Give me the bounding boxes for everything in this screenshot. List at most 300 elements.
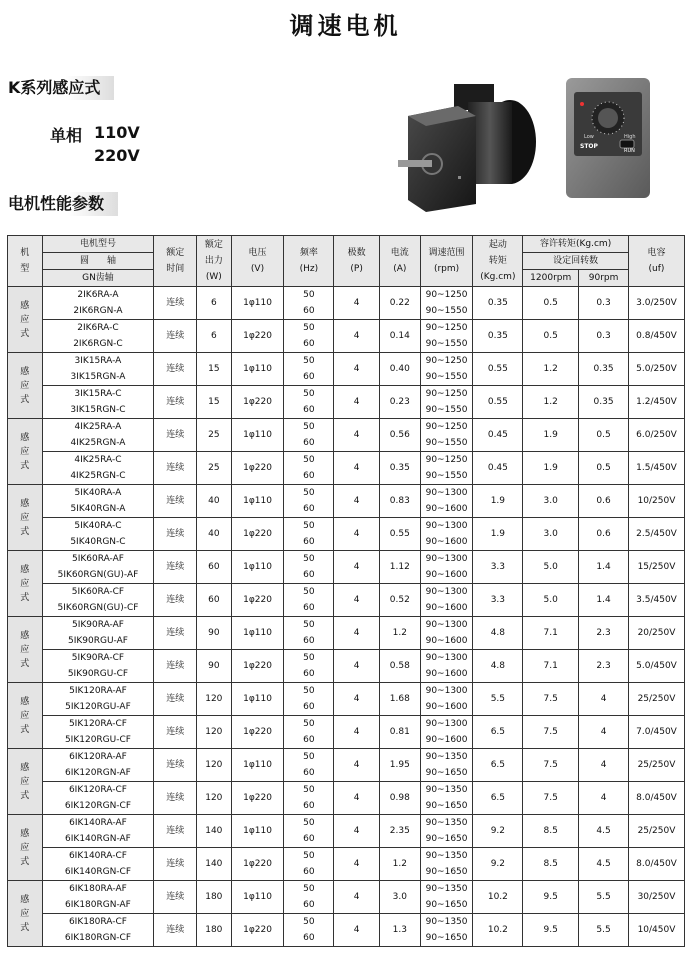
voltage-cell: 1φ110: [231, 815, 284, 848]
frequency-cell: 50 60: [284, 782, 334, 815]
phase-label: 单相: [50, 126, 83, 145]
torque-1200rpm-cell: 7.5: [523, 782, 579, 815]
model-cell: [42, 584, 154, 617]
table-row: [8, 419, 685, 452]
capacitor-cell: 20/250V: [628, 617, 684, 650]
table-body: [8, 287, 685, 947]
table-row: [8, 518, 685, 551]
current-cell: 0.35: [379, 452, 420, 485]
voltage-cell: 1φ110: [231, 419, 284, 452]
current-cell: 0.81: [379, 716, 420, 749]
model-cell: [42, 287, 154, 320]
rated-time-cell: 连续: [154, 320, 197, 353]
capacitor-cell: 1.5/450V: [628, 452, 684, 485]
voltage-cell: 1φ110: [231, 551, 284, 584]
capacitor-cell: 7.0/450V: [628, 716, 684, 749]
capacitor-cell: 15/250V: [628, 551, 684, 584]
voltage-cell: 1φ220: [231, 584, 284, 617]
model-cell: [42, 320, 154, 353]
frequency-cell: 50 60: [284, 881, 334, 914]
capacitor-cell: 10/450V: [628, 914, 684, 947]
model-round-shaft: 4IK25RA-C: [74, 455, 122, 465]
capacitor-cell: 8.0/450V: [628, 782, 684, 815]
rated-output-cell: 15: [197, 353, 232, 386]
speed-range-cell: 90~1250 90~1550: [420, 419, 473, 452]
model-gear-shaft: 5IK120RGU-AF: [65, 702, 131, 712]
frequency-cell: 50 60: [284, 749, 334, 782]
table-row: [8, 848, 685, 881]
torque-90rpm-cell: 0.5: [579, 452, 629, 485]
rated-time-cell: 连续: [154, 287, 197, 320]
torque-90rpm-cell: 4: [579, 683, 629, 716]
capacitor-cell: 25/250V: [628, 815, 684, 848]
rated-output-cell: 60: [197, 584, 232, 617]
capacitor-cell: 1.2/450V: [628, 386, 684, 419]
start-torque-cell: 1.9: [473, 485, 523, 518]
model-gear-shaft: 4IK25RGN-C: [70, 471, 126, 481]
rated-time-cell: 连续: [154, 716, 197, 749]
rated-output-cell: 40: [197, 485, 232, 518]
category-cell: 感 应 式: [8, 551, 43, 617]
voltage-cell: 1φ110: [231, 881, 284, 914]
col-shaft-gear: GN齿轴: [42, 270, 154, 287]
voltage-cell: 1φ110: [231, 617, 284, 650]
frequency-cell: 50 60: [284, 848, 334, 881]
model-round-shaft: 6IK180RA-AF: [69, 884, 127, 894]
model-cell: [42, 617, 154, 650]
speed-range-cell: 90~1300 90~1600: [420, 716, 473, 749]
page-title: 调速电机: [289, 12, 402, 40]
frequency-cell: 50 60: [284, 518, 334, 551]
rated-time-cell: 连续: [154, 386, 197, 419]
current-cell: 1.2: [379, 848, 420, 881]
model-round-shaft: 5IK40RA-A: [74, 488, 122, 498]
current-cell: 3.0: [379, 881, 420, 914]
speed-range-cell: 90~1350 90~1650: [420, 881, 473, 914]
start-torque-cell: 0.35: [473, 320, 523, 353]
rated-time-cell: 连续: [154, 914, 197, 947]
capacitor-cell: 2.5/450V: [628, 518, 684, 551]
rated-output-cell: 25: [197, 452, 232, 485]
start-torque-cell: 9.2: [473, 848, 523, 881]
poles-cell: 4: [334, 914, 380, 947]
model-cell: [42, 848, 154, 881]
model-cell: [42, 650, 154, 683]
rated-time-cell: 连续: [154, 353, 197, 386]
table-row: [8, 815, 685, 848]
poles-cell: 4: [334, 584, 380, 617]
model-gear-shaft: 6IK180RGN-CF: [64, 933, 132, 943]
voltage-220: 220V: [94, 146, 140, 165]
torque-1200rpm-cell: 7.5: [523, 749, 579, 782]
category-cell: 感 应 式: [8, 881, 43, 947]
torque-90rpm-cell: 4.5: [579, 848, 629, 881]
model-gear-shaft: 6IK120RGN-AF: [65, 768, 131, 778]
model-round-shaft: 5IK120RA-AF: [69, 686, 127, 696]
capacitor-cell: 5.0/250V: [628, 353, 684, 386]
start-torque-cell: 0.45: [473, 452, 523, 485]
rated-output-cell: 90: [197, 650, 232, 683]
model-round-shaft: 5IK60RA-AF: [71, 554, 124, 564]
frequency-cell: 50 60: [284, 914, 334, 947]
model-cell: [42, 452, 154, 485]
start-torque-cell: 6.5: [473, 782, 523, 815]
start-torque-cell: 0.55: [473, 386, 523, 419]
start-torque-cell: 6.5: [473, 716, 523, 749]
current-cell: 1.95: [379, 749, 420, 782]
rated-output-cell: 25: [197, 419, 232, 452]
torque-1200rpm-cell: 8.5: [523, 848, 579, 881]
poles-cell: 4: [334, 848, 380, 881]
frequency-cell: 50 60: [284, 617, 334, 650]
category-cell: 感 应 式: [8, 749, 43, 815]
torque-1200rpm-cell: 9.5: [523, 881, 579, 914]
table-row: [8, 617, 685, 650]
current-cell: 0.55: [379, 518, 420, 551]
speed-range-cell: 90~1300 90~1600: [420, 584, 473, 617]
model-round-shaft: 5IK90RA-CF: [71, 653, 125, 663]
frequency-cell: 50 60: [284, 815, 334, 848]
model-gear-shaft: 3IK15RGN-C: [70, 405, 126, 415]
current-cell: 0.14: [379, 320, 420, 353]
model-gear-shaft: 6IK140RGN-AF: [65, 834, 131, 844]
model-cell: [42, 749, 154, 782]
torque-1200rpm-cell: 1.2: [523, 386, 579, 419]
category-cell: 感 应 式: [8, 419, 43, 485]
start-torque-cell: 0.45: [473, 419, 523, 452]
col-frequency: 频率 (Hz): [284, 236, 334, 287]
capacitor-cell: 0.8/450V: [628, 320, 684, 353]
frequency-cell: 50 60: [284, 716, 334, 749]
torque-90rpm-cell: 1.4: [579, 551, 629, 584]
speed-controller-photo: [566, 78, 650, 198]
rated-output-cell: 120: [197, 782, 232, 815]
col-model: 电机型号: [42, 236, 154, 253]
frequency-cell: 50 60: [284, 419, 334, 452]
torque-1200rpm-cell: 7.5: [523, 683, 579, 716]
torque-90rpm-cell: 0.3: [579, 287, 629, 320]
poles-cell: 4: [334, 353, 380, 386]
model-round-shaft: 5IK60RA-CF: [71, 587, 125, 597]
voltage-cell: 1φ110: [231, 287, 284, 320]
torque-1200rpm-cell: 9.5: [523, 914, 579, 947]
poles-cell: 4: [334, 782, 380, 815]
col-shaft-round: 圆 轴: [42, 253, 154, 270]
current-cell: 0.58: [379, 650, 420, 683]
rated-time-cell: 连续: [154, 485, 197, 518]
current-cell: 1.12: [379, 551, 420, 584]
voltage-cell: 1φ220: [231, 782, 284, 815]
poles-cell: 4: [334, 320, 380, 353]
model-cell: [42, 716, 154, 749]
rated-time-cell: 连续: [154, 650, 197, 683]
torque-90rpm-cell: 5.5: [579, 881, 629, 914]
model-gear-shaft: 2IK6RGN-A: [73, 306, 123, 316]
current-cell: 0.40: [379, 353, 420, 386]
model-gear-shaft: 5IK120RGU-CF: [64, 735, 131, 745]
col-type: 机 型: [8, 236, 43, 287]
motor-spec-table: [7, 235, 685, 947]
torque-1200rpm-cell: 7.1: [523, 617, 579, 650]
model-round-shaft: 5IK40RA-C: [74, 521, 122, 531]
voltage-cell: 1φ110: [231, 683, 284, 716]
capacitor-cell: 5.0/450V: [628, 650, 684, 683]
rated-time-cell: 连续: [154, 452, 197, 485]
start-torque-cell: 0.35: [473, 287, 523, 320]
voltage-cell: 1φ110: [231, 749, 284, 782]
model-round-shaft: 3IK15RA-A: [74, 356, 122, 366]
model-round-shaft: 3IK15RA-C: [74, 389, 122, 399]
frequency-cell: 50 60: [284, 584, 334, 617]
capacitor-cell: 3.0/250V: [628, 287, 684, 320]
table-row: [8, 650, 685, 683]
frequency-cell: 50 60: [284, 452, 334, 485]
poles-cell: 4: [334, 518, 380, 551]
speed-range-cell: 90~1350 90~1650: [420, 749, 473, 782]
torque-1200rpm-cell: 1.9: [523, 452, 579, 485]
current-cell: 0.83: [379, 485, 420, 518]
rated-time-cell: 连续: [154, 749, 197, 782]
torque-1200rpm-cell: 7.5: [523, 716, 579, 749]
voltage-cell: 1φ220: [231, 452, 284, 485]
torque-90rpm-cell: 0.35: [579, 386, 629, 419]
col-capacitor: 电容 (uf): [628, 236, 684, 287]
model-gear-shaft: 5IK60RGN(GU)-CF: [57, 603, 139, 613]
speed-range-cell: 90~1300 90~1600: [420, 485, 473, 518]
capacitor-cell: 30/250V: [628, 881, 684, 914]
col-time: 额定 时间: [154, 236, 197, 287]
rated-output-cell: 120: [197, 716, 232, 749]
speed-range-cell: 90~1350 90~1650: [420, 914, 473, 947]
model-gear-shaft: 5IK40RGN-A: [70, 504, 126, 514]
model-cell: [42, 782, 154, 815]
voltage-cell: 1φ220: [231, 518, 284, 551]
speed-range-cell: 90~1250 90~1550: [420, 287, 473, 320]
speed-range-cell: 90~1250 90~1550: [420, 320, 473, 353]
model-gear-shaft: 5IK90RGU-AF: [67, 636, 128, 646]
voltage-cell: 1φ220: [231, 914, 284, 947]
speed-range-cell: 90~1250 90~1550: [420, 353, 473, 386]
current-cell: 2.35: [379, 815, 420, 848]
voltage-cell: 1φ110: [231, 485, 284, 518]
model-gear-shaft: 5IK40RGN-C: [70, 537, 126, 547]
motor-photo: [398, 76, 548, 212]
rated-output-cell: 120: [197, 683, 232, 716]
poles-cell: 4: [334, 551, 380, 584]
rated-time-cell: 连续: [154, 881, 197, 914]
rated-output-cell: 40: [197, 518, 232, 551]
table-row: [8, 716, 685, 749]
start-torque-cell: 6.5: [473, 749, 523, 782]
start-torque-cell: 4.8: [473, 650, 523, 683]
rated-time-cell: 连续: [154, 617, 197, 650]
frequency-cell: 50 60: [284, 650, 334, 683]
table-row: [8, 881, 685, 914]
voltage-110: 110V: [94, 123, 140, 142]
model-cell: [42, 551, 154, 584]
poles-cell: 4: [334, 881, 380, 914]
torque-90rpm-cell: 4: [579, 782, 629, 815]
torque-90rpm-cell: 4: [579, 716, 629, 749]
speed-range-cell: 90~1300 90~1600: [420, 683, 473, 716]
col-start-torque: 起动 转矩 (Kg.cm): [473, 236, 523, 287]
start-torque-cell: 10.2: [473, 881, 523, 914]
table-row: [8, 386, 685, 419]
voltage-cell: 1φ110: [231, 353, 284, 386]
category-cell: 感 应 式: [8, 287, 43, 353]
model-cell: [42, 914, 154, 947]
current-cell: 0.56: [379, 419, 420, 452]
model-round-shaft: 6IK140RA-AF: [69, 818, 127, 828]
speed-range-cell: 90~1300 90~1600: [420, 518, 473, 551]
torque-1200rpm-cell: 5.0: [523, 584, 579, 617]
model-round-shaft: 4IK25RA-A: [74, 422, 122, 432]
col-90rpm: 90rpm: [579, 270, 629, 287]
series-heading: K系列感应式: [6, 76, 114, 100]
col-1200rpm: 1200rpm: [523, 270, 579, 287]
category-cell: 感 应 式: [8, 353, 43, 419]
torque-1200rpm-cell: 0.5: [523, 287, 579, 320]
col-allow-torque: 容许转矩(Kg.cm): [523, 236, 629, 253]
category-cell: 感 应 式: [8, 617, 43, 683]
model-gear-shaft: 6IK180RGN-AF: [65, 900, 131, 910]
torque-90rpm-cell: 1.4: [579, 584, 629, 617]
torque-90rpm-cell: 2.3: [579, 617, 629, 650]
rated-time-cell: 连续: [154, 584, 197, 617]
model-gear-shaft: 2IK6RGN-C: [73, 339, 123, 349]
rated-output-cell: 140: [197, 815, 232, 848]
model-cell: [42, 386, 154, 419]
voltage-cell: 1φ220: [231, 716, 284, 749]
table-row: [8, 584, 685, 617]
capacitor-cell: 25/250V: [628, 683, 684, 716]
poles-cell: 4: [334, 386, 380, 419]
speed-range-cell: 90~1250 90~1550: [420, 452, 473, 485]
poles-cell: 4: [334, 287, 380, 320]
torque-90rpm-cell: 2.3: [579, 650, 629, 683]
table-row: [8, 320, 685, 353]
start-torque-cell: 3.3: [473, 584, 523, 617]
table-row: [8, 485, 685, 518]
current-cell: 1.2: [379, 617, 420, 650]
torque-90rpm-cell: 0.35: [579, 353, 629, 386]
voltage-cell: 1φ220: [231, 848, 284, 881]
model-round-shaft: 5IK90RA-AF: [71, 620, 124, 630]
voltage-cell: 1φ220: [231, 320, 284, 353]
category-cell: 感 应 式: [8, 485, 43, 551]
rated-output-cell: 90: [197, 617, 232, 650]
model-round-shaft: 6IK120RA-AF: [69, 752, 127, 762]
model-gear-shaft: 4IK25RGN-A: [70, 438, 126, 448]
model-round-shaft: 6IK120RA-CF: [68, 785, 127, 795]
table-header: [8, 236, 685, 287]
frequency-cell: 50 60: [284, 386, 334, 419]
model-cell: [42, 881, 154, 914]
model-round-shaft: 6IK180RA-CF: [68, 917, 127, 927]
table-row: [8, 782, 685, 815]
model-round-shaft: 5IK120RA-CF: [68, 719, 127, 729]
model-gear-shaft: 3IK15RGN-A: [70, 372, 126, 382]
model-cell: [42, 518, 154, 551]
col-power: 额定 出力 (W): [197, 236, 232, 287]
start-torque-cell: 0.55: [473, 353, 523, 386]
model-cell: [42, 485, 154, 518]
controller-stop-label: STOP: [580, 143, 598, 150]
poles-cell: 4: [334, 650, 380, 683]
torque-1200rpm-cell: 5.0: [523, 551, 579, 584]
rated-output-cell: 180: [197, 914, 232, 947]
frequency-cell: 50 60: [284, 683, 334, 716]
voltage-cell: 1φ220: [231, 650, 284, 683]
col-current: 电流 (A): [379, 236, 420, 287]
torque-1200rpm-cell: 8.5: [523, 815, 579, 848]
start-torque-cell: 3.3: [473, 551, 523, 584]
poles-cell: 4: [334, 716, 380, 749]
capacitor-cell: 8.0/450V: [628, 848, 684, 881]
rated-time-cell: 连续: [154, 551, 197, 584]
rated-time-cell: 连续: [154, 815, 197, 848]
current-cell: 0.52: [379, 584, 420, 617]
capacitor-cell: 25/250V: [628, 749, 684, 782]
poles-cell: 4: [334, 485, 380, 518]
rated-output-cell: 180: [197, 881, 232, 914]
start-torque-cell: 4.8: [473, 617, 523, 650]
poles-cell: 4: [334, 617, 380, 650]
torque-90rpm-cell: 4.5: [579, 815, 629, 848]
frequency-cell: 50 60: [284, 485, 334, 518]
col-speed-range: 调速范围 (rpm): [420, 236, 473, 287]
torque-1200rpm-cell: 3.0: [523, 485, 579, 518]
current-cell: 0.98: [379, 782, 420, 815]
rated-output-cell: 140: [197, 848, 232, 881]
table-row: [8, 287, 685, 320]
rated-time-cell: 连续: [154, 683, 197, 716]
start-torque-cell: 9.2: [473, 815, 523, 848]
speed-range-cell: 90~1250 90~1550: [420, 386, 473, 419]
rated-output-cell: 15: [197, 386, 232, 419]
poles-cell: 4: [334, 815, 380, 848]
col-voltage: 电压 (V): [231, 236, 284, 287]
speed-range-cell: 90~1300 90~1600: [420, 551, 473, 584]
speed-range-cell: 90~1350 90~1650: [420, 815, 473, 848]
model-cell: [42, 353, 154, 386]
rated-time-cell: 连续: [154, 419, 197, 452]
rated-output-cell: 120: [197, 749, 232, 782]
capacitor-cell: 6.0/250V: [628, 419, 684, 452]
torque-1200rpm-cell: 1.2: [523, 353, 579, 386]
current-cell: 0.22: [379, 287, 420, 320]
start-torque-cell: 1.9: [473, 518, 523, 551]
poles-cell: 4: [334, 419, 380, 452]
current-cell: 0.23: [379, 386, 420, 419]
table-row: [8, 914, 685, 947]
speed-range-cell: 90~1350 90~1650: [420, 848, 473, 881]
torque-1200rpm-cell: 1.9: [523, 419, 579, 452]
torque-90rpm-cell: 5.5: [579, 914, 629, 947]
speed-range-cell: 90~1350 90~1650: [420, 782, 473, 815]
frequency-cell: 50 60: [284, 320, 334, 353]
speed-range-cell: 90~1300 90~1600: [420, 617, 473, 650]
start-torque-cell: 10.2: [473, 914, 523, 947]
col-set-speed: 设定回转数: [523, 253, 629, 270]
model-round-shaft: 2IK6RA-C: [77, 323, 119, 333]
rated-time-cell: 连续: [154, 848, 197, 881]
category-cell: 感 应 式: [8, 683, 43, 749]
poles-cell: 4: [334, 749, 380, 782]
table-row: [8, 452, 685, 485]
rated-output-cell: 6: [197, 320, 232, 353]
col-poles: 极数 (P): [334, 236, 380, 287]
